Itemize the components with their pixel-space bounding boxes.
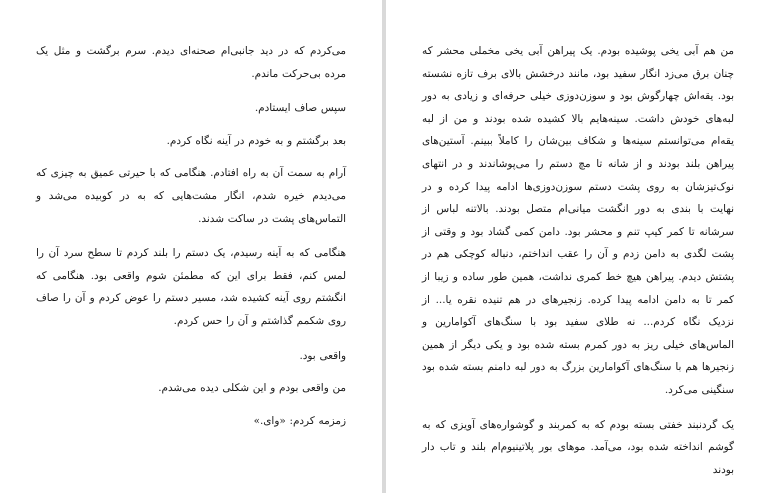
paragraph: واقعی بود. [299,349,346,362]
paragraph: یک گردنبند خفتی بسته بودم که به کمربند و گوشواره‌های آویزی که به گوشم انداخته شده بود، می‌آمد. موهای بور پلاتینیوم‌ام بلند و تاب دار بودند [422,418,734,476]
book-page-left [0,0,382,493]
paragraph: سپس صاف ایستادم. [254,102,346,115]
paragraph: آرام به سمت آن به راه افتادم. هنگامی که با حیرتی عمیق به چیزی که می‌دیدم خیره شدم، انگار مشت‌هایی که به در کوبیده می‌شد و التماس‌های پشت در ساکت شدند. [36,167,346,225]
paragraph: من واقعی بودم و این شکلی دیده می‌شدم. [158,382,346,395]
paragraph: هنگامی که به آینه رسیدم، یک دستم را بلند کردم تا سطح سرد آن را لمس کنم، فقط برای این که مطمئن شوم واقعی بود. هنگامی که انگشتم روی آینه کشیده شد، مسیر دستم را عوض کردم و آن را صاف روی شکمم گذاشتم و آن را حس کردم. [36,247,346,327]
paragraph: زمزمه کردم: «وای.» [253,414,346,427]
paragraph: من هم آبی یخی پوشیده بودم. یک پیراهن آبی یخی مخملی محشر که چنان برق می‌زد انگار سفید بود، مانند درخشش بالای برف تازه نشسته بود. یقه‌اش چهارگوش بود و سوزن‌دوزی خیلی حرفه‌ای و زیادی به دور لبه‌های خودش داشت. سینه‌هایم بالا کشیده شده بودند و من از لبه یقه‌ام می‌توانستم سینه‌ها و شکاف بین‌شان را کاملاً ببینم. آستین‌های پیراهن بلند بودند و از شانه تا مچ دستم را می‌پوشاندند و در انتهای نوک‌تیزشان به روی پشت دستم سوزن‌دوزی‌ها ادامه پیدا کرده و در نهایت با بندی به دور انگشت میانی‌ام متصل بودند. بالاتنه لباس از سرشانه تا کمر کیپ تنم و محشر بود. دامن کمی گشاد بود و وقتی از پشت لگدی به دامن زدم و آن را عقب انداختم، دنباله کوچکی هم در پشتش دیدم. پیراهن هیچ خط کمری نداشت، همین طور ساده و زیبا از کمر تا به دامن ادامه پیدا کرده. زنجیرهای در هم تنیده نقره یا... از نزدیک نگاه کردم... نه طلای سفید بود با سنگ‌های آکوامارین و الماس‌های خیلی ریز به دور کمرم بسته شده بود و یکی دیگر از همین زنجیرها هم با سنگ‌های آکوامارین بزرگ به دور لبه دامنم بسته شده بود سنگینی می‌کرد. [422,45,734,396]
paragraph: می‌کردم که در دید جانبی‌ام صحنه‌ای دیدم. سرم برگشت و مثل یک مرده بی‌حرکت ماندم. [36,45,346,80]
paragraph: بعد برگشتم و به خودم در آینه نگاه کردم. [166,134,346,147]
book-page-right [386,0,768,493]
